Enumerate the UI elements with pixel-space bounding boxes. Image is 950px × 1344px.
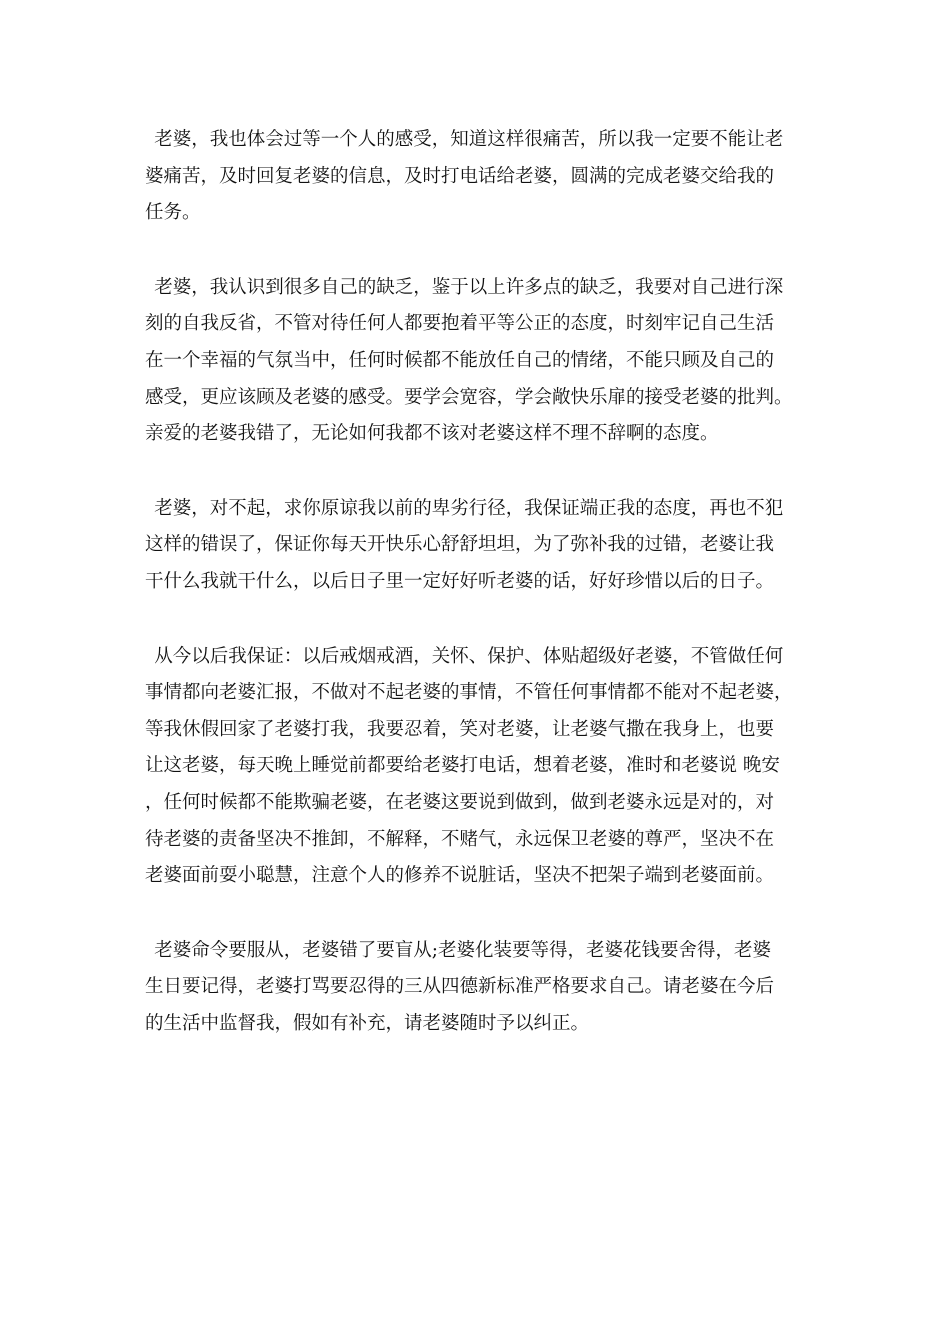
paragraph-2: 老婆，我认识到很多自己的缺乏，鉴于以上许多点的缺乏，我要对自己进行深 刻的自我反省，不管对待任何人都要抱着平等公正的态度，时刻牢记自己生活 在一个幸福的气氛当中，任何时候都不能放任自己的情绪，不能只顾及自己的 感受，更应该顾及老婆的感受。要学会宽容，学会敞快乐扉的接受老婆的批判。 亲爱的老婆我错了，无论如何我都不该对老婆这样不理不辞啊的态度。: [145, 276, 793, 445]
paragraph-3: 老婆，对不起，求你原谅我以前的卑劣行径，我保证端正我的态度，再也不犯 这样的错误了，保证你每天开快乐心舒舒坦坦，为了弥补我的过错，老婆让我 干什么我就干什么，以后日子里一定好好听老婆的话，好好珍惜以后的日子。: [145, 497, 784, 592]
paragraph-4: 从今以后我保证：以后戒烟戒酒，关怀、保护、体贴超级好老婆，不管做任何 事情都向老婆汇报，不做对不起老婆的事情，不管任何事情都不能对不起老婆， 等我休假回家了老婆打我，我要忍着，笑对老婆，让老婆气撒在我身上，也要 让这老婆，每天晚上睡觉前都要给老婆打电话，想着老婆，准时和老婆说 晚安 ，任何时候都不能欺骗老婆，在老婆这要说到做到，做到老婆永远是对的，对 待老婆的责备坚决不推卸，不解释，不赌气，永远保卫老婆的尊严，坚决不在 老婆面前耍小聪慧，注意个人的修养不说脏话，坚决不把架子端到老婆面前。: [145, 645, 793, 887]
paragraph-5: 老婆命令要服从，老婆错了要盲从;老婆化装要等得，老婆花钱要舍得，老婆 生日要记得，老婆打骂要忍得的三从四德新标准严格要求自己。请老婆在今后 的生活中监督我，假如有补充，请老婆随时予以纠正。: [145, 939, 775, 1034]
paragraph-1: 老婆，我也体会过等一个人的感受，知道这样很痛苦，所以我一定要不能让老 婆痛苦，及时回复老婆的信息，及时打电话给老婆，圆满的完成老婆交给我的 任务。: [145, 129, 784, 224]
document-body: [145, 122, 815, 1042]
